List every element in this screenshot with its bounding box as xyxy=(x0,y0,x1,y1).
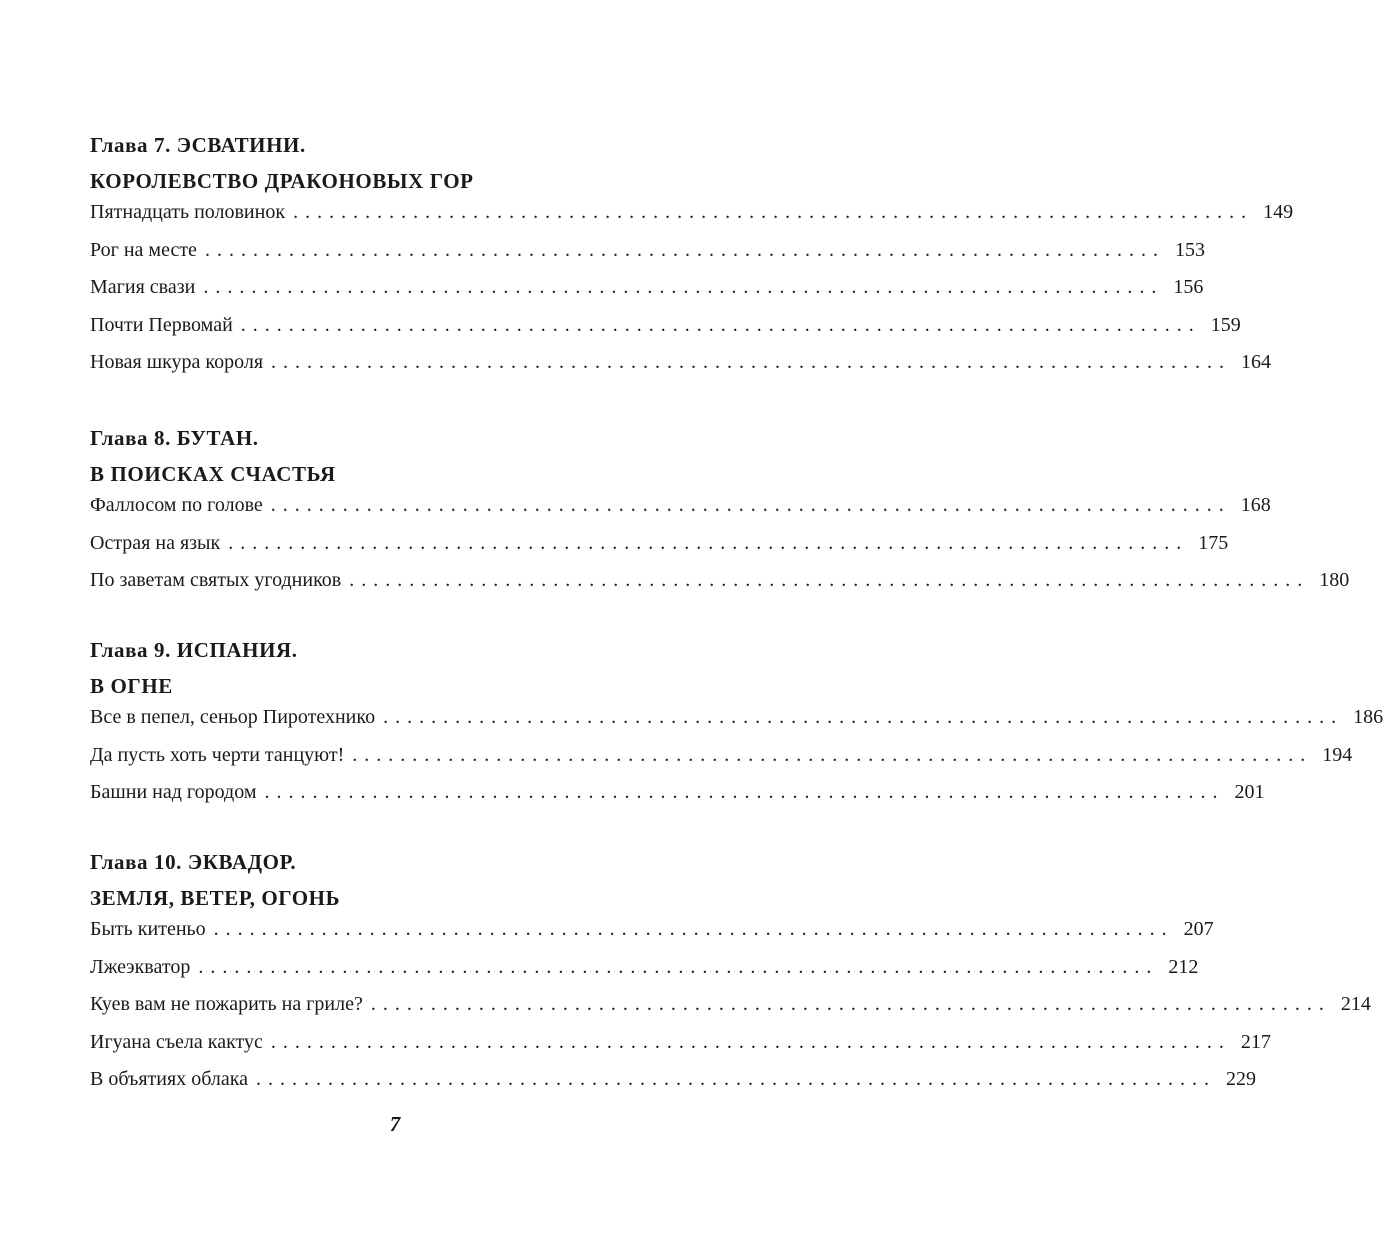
toc-entry-title: Башни над городом xyxy=(90,781,257,803)
toc-entry[interactable] xyxy=(90,918,1214,956)
toc-entry-page: 217 xyxy=(1240,1030,1271,1053)
toc-entry-page: 168 xyxy=(1240,494,1271,516)
toc-entry[interactable] xyxy=(90,238,1205,277)
dot-leader: ................................................................................ xyxy=(383,706,1344,728)
toc-entry-page: 156 xyxy=(1173,276,1204,298)
chapter-heading-line2: В ОГНЕ xyxy=(90,674,173,698)
chapter-heading xyxy=(90,420,700,492)
toc-entry-title: Все в пепел, сеньор Пиротехнико xyxy=(90,706,376,728)
toc-entry-title: Магия свази xyxy=(90,276,196,298)
toc-entry-page: 175 xyxy=(1198,531,1229,554)
toc-entry[interactable] xyxy=(90,201,1294,239)
toc-entry[interactable] xyxy=(90,743,1353,782)
toc-entry[interactable] xyxy=(90,706,1383,744)
dot-leader: ................................................................................ xyxy=(270,494,1231,516)
dot-leader: ................................................................................ xyxy=(213,918,1174,940)
toc-entry-title: Да пусть хоть черти танцуют! xyxy=(90,743,345,766)
chapter-heading xyxy=(90,844,700,916)
chapter-heading xyxy=(90,127,700,199)
dot-leader: ................................................................................ xyxy=(264,781,1225,803)
toc-entry-page: 180 xyxy=(1319,569,1350,591)
toc-entry-title: Лжеэкватор xyxy=(90,955,191,978)
toc-entry-title: Быть китеньо xyxy=(90,918,206,940)
dot-leader: ................................................................................ xyxy=(203,276,1164,298)
chapter-7 xyxy=(90,127,1294,389)
dot-leader: ................................................................................ xyxy=(228,531,1189,554)
toc-entry-page: 229 xyxy=(1226,1068,1257,1090)
toc-entry-page: 159 xyxy=(1210,313,1241,336)
dot-leader: ................................................................................ xyxy=(204,238,1165,261)
toc-entry-title: По заветам святых угодников xyxy=(90,569,342,591)
toc-entry-page: 214 xyxy=(1340,993,1371,1015)
chapter-heading-line2: В ПОИСКАХ СЧАСТЬЯ xyxy=(90,462,336,486)
chapter-heading-line1: Глава 8. БУТАН. xyxy=(90,426,259,450)
toc-entry-page: 207 xyxy=(1183,918,1214,940)
toc-entry[interactable] xyxy=(90,1068,1257,1106)
toc-entry-page: 149 xyxy=(1263,201,1294,223)
toc-entry[interactable] xyxy=(90,531,1229,570)
dot-leader: ................................................................................ xyxy=(352,743,1313,766)
toc-entry-page: 153 xyxy=(1174,238,1205,261)
dot-leader: ................................................................................ xyxy=(293,201,1254,223)
toc-entry-title: Фаллосом по голове xyxy=(90,494,263,516)
toc-entry-title: Новая шкура короля xyxy=(90,351,264,373)
chapter-9 xyxy=(90,632,1383,819)
dot-leader: ................................................................................ xyxy=(240,313,1201,336)
toc-entry[interactable] xyxy=(90,955,1199,994)
toc-entry-page: 164 xyxy=(1241,351,1272,373)
toc-entry[interactable] xyxy=(90,569,1350,607)
toc-entry[interactable] xyxy=(90,993,1371,1031)
toc-entry-page: 186 xyxy=(1353,706,1383,728)
dot-leader: ................................................................................ xyxy=(198,955,1159,978)
toc-entry-title: Рог на месте xyxy=(90,238,197,261)
toc-entry-title: Пятнадцать половинок xyxy=(90,201,286,223)
chapter-heading-line1: Глава 10. ЭКВАДОР. xyxy=(90,850,297,874)
chapter-heading-line1: Глава 9. ИСПАНИЯ. xyxy=(90,638,298,662)
chapter-8 xyxy=(90,420,1350,607)
chapter-heading xyxy=(90,632,700,704)
toc-entry[interactable] xyxy=(90,781,1265,819)
toc-entry[interactable] xyxy=(90,351,1272,389)
chapter-10 xyxy=(90,844,1371,1106)
toc-entry-title: Игуана съела кактус xyxy=(90,1030,263,1053)
toc-entry-title: Куев вам не пожарить на гриле? xyxy=(90,993,363,1015)
page-number: 7 xyxy=(389,1112,401,1136)
dot-leader: ................................................................................ xyxy=(370,993,1331,1015)
dot-leader: ................................................................................ xyxy=(271,351,1232,373)
toc-entry[interactable] xyxy=(90,276,1204,314)
dot-leader: ................................................................................ xyxy=(349,569,1310,591)
dot-leader: ................................................................................ xyxy=(270,1030,1231,1053)
toc-entry-title: В объятиях облака xyxy=(90,1068,249,1090)
chapter-heading-line2: КОРОЛЕВСТВО ДРАКОНОВЫХ ГОР xyxy=(90,169,474,193)
toc-entry-page: 201 xyxy=(1234,781,1265,803)
toc-entry[interactable] xyxy=(90,1030,1271,1069)
toc-entry[interactable] xyxy=(90,494,1271,532)
toc-entry-page: 194 xyxy=(1322,743,1353,766)
dot-leader: ................................................................................ xyxy=(256,1068,1217,1090)
chapter-heading-line2: ЗЕМЛЯ, ВЕТЕР, ОГОНЬ xyxy=(90,886,341,910)
chapter-heading-line1: Глава 7. ЭСВАТИНИ. xyxy=(90,133,306,157)
toc-entry-title: Почти Первомай xyxy=(90,313,233,336)
toc-entry-page: 212 xyxy=(1168,955,1199,978)
toc-entry-title: Острая на язык xyxy=(90,531,221,554)
toc-entry[interactable] xyxy=(90,313,1241,352)
